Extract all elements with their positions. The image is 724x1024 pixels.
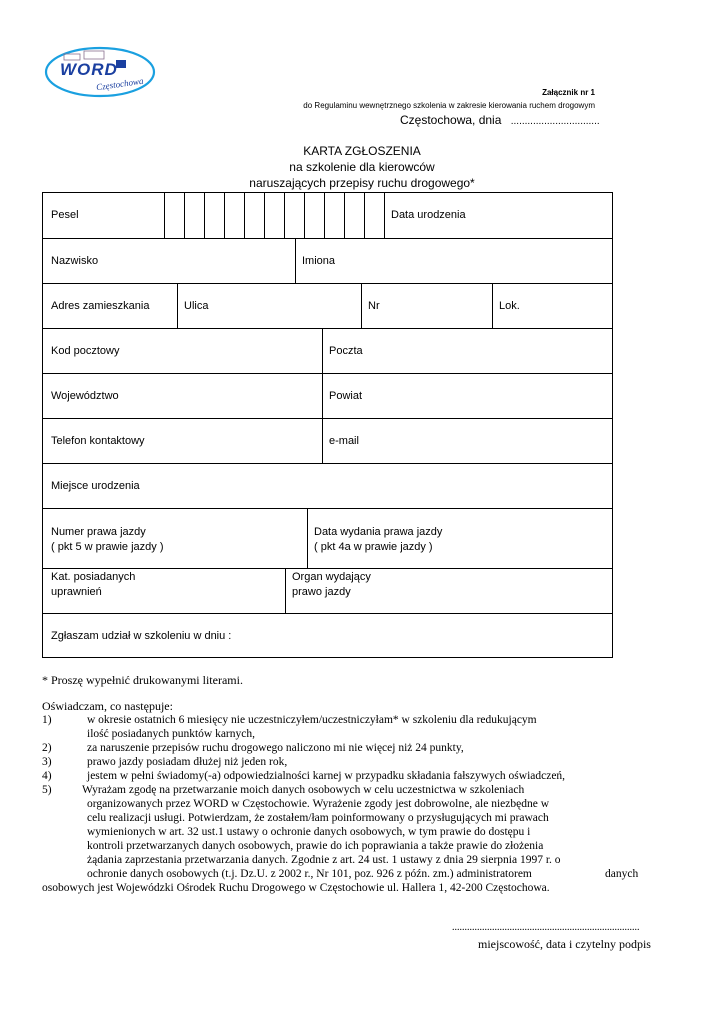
item-3-text: prawo jazdy posiadam dłużej niż jeden rok, [87,756,288,768]
place-date [400,113,600,127]
item-2-number: 2) [42,742,52,754]
pesel-digits[interactable] [164,193,384,238]
license-date-line-2: ( pkt 4a w prawie jazdy ) [314,541,433,553]
street-label: Ulica [184,300,209,312]
names-label: Imiona [302,255,336,267]
item-5-text-h: osobowych jest Wojewódzki Ośrodek Ruchu Drogowego w Częstochowie ul. Hallera 1, 42-200 Częstochowa. [42,882,550,894]
item-5-text-c: celu realizacji usługi. Potwierdzam, że zostałem/łam poinformowany o przysługujących mi prawach [87,812,549,824]
item-1-text-a: w okresie ostatnich 6 miesięcy nie uczestniczyłem/uczestniczyłam* w szkoleniu dla redukującym [87,714,537,726]
county-label: Powiat [329,390,363,402]
declaration-intro: Oświadczam, co następuje: [42,699,173,713]
item-5-text-d: wymienionych w art. 32 ust.1 ustawy o ochronie danych osobowych, w tym prawie do dostępu i [87,826,531,838]
issuer-label [292,570,371,600]
signature-line[interactable]: ........................................................................... [452,922,640,933]
surname-label: Nazwisko [51,255,99,267]
regulation-text: do Regulaminu wewnętrznego szkolenia w zakresie kierowania ruchem drogowym [303,101,595,110]
license-number-line-2: ( pkt 5 w prawie jazdy ) [51,541,164,553]
footnote: * Proszę wypełnić drukowanymi literami. [42,673,243,687]
page-title [0,143,724,191]
item-5-text-g2: danych [605,868,639,880]
postal-code-label: Kod pocztowy [51,345,120,357]
item-5-text-f: żądania zaprzestania przetwarzania danych. Zgodnie z art. 24 ust. 1 ustawy z dnia 29 sierpnia 1997 r. o [87,854,561,866]
title-line-2: na szkolenie dla kierowców [289,160,435,174]
issuer-line-1: Organ wydający [292,571,371,583]
license-number-label [51,525,163,555]
apartment-label: Lok. [499,300,520,312]
item-2-text: za naruszenie przepisów ruchu drogowego naliczono mi nie więcej niż 24 punkty, [87,742,464,754]
license-date-label [314,525,442,555]
item-4-text: jestem w pełni świadomy(-a) odpowiedzialności karnej w przypadku składania fałszywych oświadczeń, [87,770,566,782]
place-date-label: Częstochowa, dnia [400,113,502,127]
voivodeship-label: Województwo [51,390,119,402]
phone-label: Telefon kontaktowy [51,435,145,447]
item-5-text-g: ochronie danych osobowych (t.j. Dz.U. z 2002 r., Nr 101, poz. 926 z późn. zm.) administratorem [87,868,532,880]
item-3-number: 3) [42,756,52,768]
address-label: Adres zamieszkania [51,300,150,312]
item-1-text-b: ilość posiadanych punktów karnych, [87,728,255,740]
item-1-number: 1) [42,714,52,726]
item-5-text-a: Wyrażam zgodę na przetwarzanie moich danych osobowych w celu uczestnictwa w szkoleniach [82,784,525,796]
pesel-label: Pesel [51,209,79,221]
date-dots[interactable]: ................................ [510,116,600,127]
birthplace-label: Miejsce urodzenia [51,480,140,492]
word-logo [44,46,156,98]
attachment-label: Załącznik nr 1 [542,88,595,97]
signature-label: miejscowość, data i czytelny podpis [478,937,651,951]
email-label: e-mail [329,435,359,447]
title-line-1: KARTA ZGŁOSZENIA [303,144,421,158]
training-date-label: Zgłaszam udział w szkoleniu w dniu : [51,630,232,642]
categories-label [51,570,135,600]
post-office-label: Poczta [329,345,363,357]
item-4-number: 4) [42,770,52,782]
birth-date-label: Data urodzenia [391,209,466,221]
logo-text: WORD [60,60,118,79]
item-5-number: 5) [42,784,52,796]
categories-line-2: uprawnień [51,586,102,598]
title-line-3: naruszających przepisy ruchu drogowego* [249,176,475,190]
logo-city: Częstochowa [95,75,144,93]
categories-line-1: Kat. posiadanych [51,571,136,583]
license-number-line-1: Numer prawa jazdy [51,526,146,538]
license-date-line-1: Data wydania prawa jazdy [314,526,443,538]
number-label: Nr [368,300,380,312]
item-5-text-b: organizowanych przez WORD w Częstochowie. Wyrażenie zgody jest dobrowolne, ale niezbędne w [87,798,550,810]
item-5-text-e: kontroli przetwarzanych danych osobowych, prawie do ich poprawiania a także prawie do złożenia [87,840,544,852]
issuer-line-2: prawo jazdy [292,586,351,598]
